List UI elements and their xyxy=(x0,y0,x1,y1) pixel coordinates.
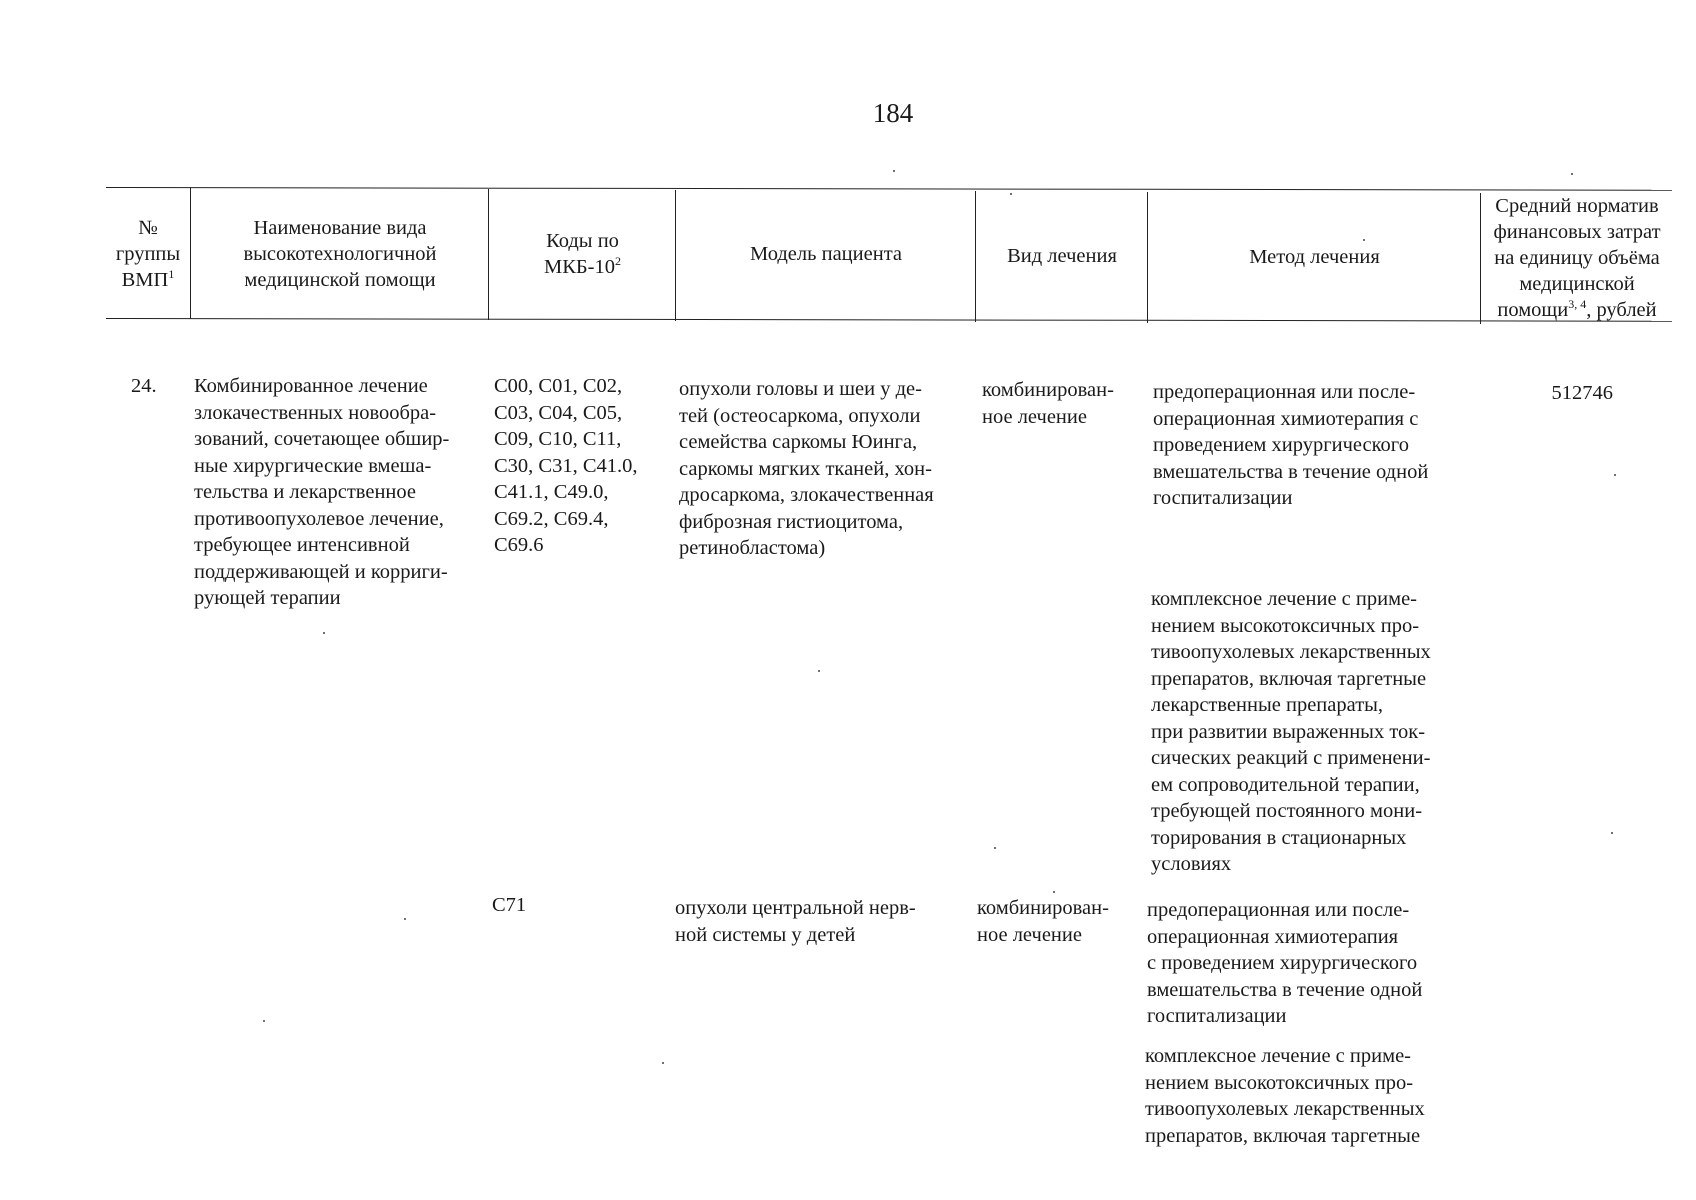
header-care-name-line: высокотехнологичной xyxy=(243,243,437,265)
header-care-name xyxy=(192,190,488,318)
header-cost-line: финансовых затрат xyxy=(1493,221,1661,243)
header-cost-line: медицинской xyxy=(1519,273,1635,295)
footnote-marker: 2 xyxy=(615,254,621,269)
header-icd-codes-line: МКБ-$10^2$ xyxy=(544,254,621,278)
scan-speck xyxy=(818,670,820,672)
scan-speck xyxy=(893,170,895,172)
header-divider xyxy=(675,190,676,321)
scan-speck xyxy=(404,918,406,920)
header-divider xyxy=(488,189,489,320)
header-divider xyxy=(975,191,976,322)
header-group-number xyxy=(106,190,190,318)
header-cost-line: Средний норматив xyxy=(1495,195,1659,217)
footnote-marker: 3, 4 xyxy=(1568,297,1587,312)
group-number: 24. xyxy=(131,375,157,397)
scan-speck xyxy=(662,1062,664,1064)
header-care-name-line: Наименование вида xyxy=(253,217,427,239)
scan-speck xyxy=(1614,474,1616,476)
scan-speck xyxy=(1611,832,1613,834)
treatment-method-block-2b: комплексное лечение с приме- нением высокотоксичных про- тивоопухолевых лекарственных препаратов, включая таргетные xyxy=(1145,1045,1425,1147)
scan-speck xyxy=(994,847,996,849)
header-treatment-method: Метод лечения xyxy=(1249,246,1380,268)
treatment-method-block-1b: комплексное лечение с приме- нением высокотоксичных про- тивоопухолевых лекарственных препаратов, включая таргетные лекарственные препараты, при развитии выраженных ток- сических реакций с применени- ем сопроводительной терапии, требующей постоянного мони- торирования в стационарных условиях xyxy=(1151,588,1431,875)
treatment-type-block-2: комбинирован- ное лечение xyxy=(977,897,1109,946)
icd-codes-block-1: C00, C01, C02, C03, C04, C05, C09, C10, C11, C30, C31, C41.0, C41.1, C49.0, C69.2, C69.4, C69.6 xyxy=(494,375,638,556)
header-divider xyxy=(1480,193,1481,324)
treatment-type-block-1: комбинирован- ное лечение xyxy=(982,379,1114,428)
header-cost-line: помощи$^{3, 4}$, рублей xyxy=(1497,297,1657,321)
header-treatment-type: Вид лечения xyxy=(1007,245,1117,267)
scan-speck xyxy=(1010,193,1012,195)
cost-value: 512746 xyxy=(1551,382,1613,404)
header-group-number-symbol: № xyxy=(138,217,158,239)
patient-model-block-2: опухоли центральной нерв- ной системы у детей xyxy=(675,897,916,946)
header-cost-line: на единицу объёма xyxy=(1494,247,1660,269)
header-icd-codes-line: Коды по xyxy=(546,230,619,252)
header-icd-codes xyxy=(490,190,675,318)
scan-speck xyxy=(323,632,325,634)
footnote-marker: 1 xyxy=(168,267,175,282)
header-patient-model: Модель пациента xyxy=(750,243,902,265)
treatment-method-block-2a: предоперационная или после- операционная химиотерапия с проведением хирургического вмешательства в течение одной госпитализации xyxy=(1147,899,1423,1027)
care-type-name: Комбинированное лечение злокачественных новообра- зований, сочетающее обшир- ные хирургические вмеша- тельства и лекарственное противоопухолевое лечение, требующее интенсивной поддерживающей и корриги- рующей терапии xyxy=(194,375,450,609)
scan-speck xyxy=(1363,239,1365,241)
header-care-name-line: медицинской помощи xyxy=(244,269,436,291)
header-divider xyxy=(1147,192,1148,323)
icd-codes-block-2: C71 xyxy=(492,894,527,916)
header-cost-standard xyxy=(1482,193,1672,323)
header-group-number-label: группы xyxy=(115,243,181,265)
scan-speck xyxy=(263,1020,265,1022)
treatment-method-block-1a: предоперационная или после- операционная химиотерапия с проведением хирургического вмешательства в течение одной госпитализации xyxy=(1153,381,1429,509)
patient-model-block-1: опухоли головы и шеи у де- тей (остеосаркома, опухоли семейства саркомы Юинга, саркомы мягких тканей, хон- дросаркома, злокачественная фиброзная гистиоцитома, ретинобластома) xyxy=(679,378,934,559)
header-divider xyxy=(190,187,191,319)
header-group-number-vmp: ВМП$^1$ xyxy=(121,267,175,291)
page-number: 184 xyxy=(872,98,914,128)
scan-speck xyxy=(1571,173,1573,175)
scan-speck xyxy=(1053,891,1055,893)
